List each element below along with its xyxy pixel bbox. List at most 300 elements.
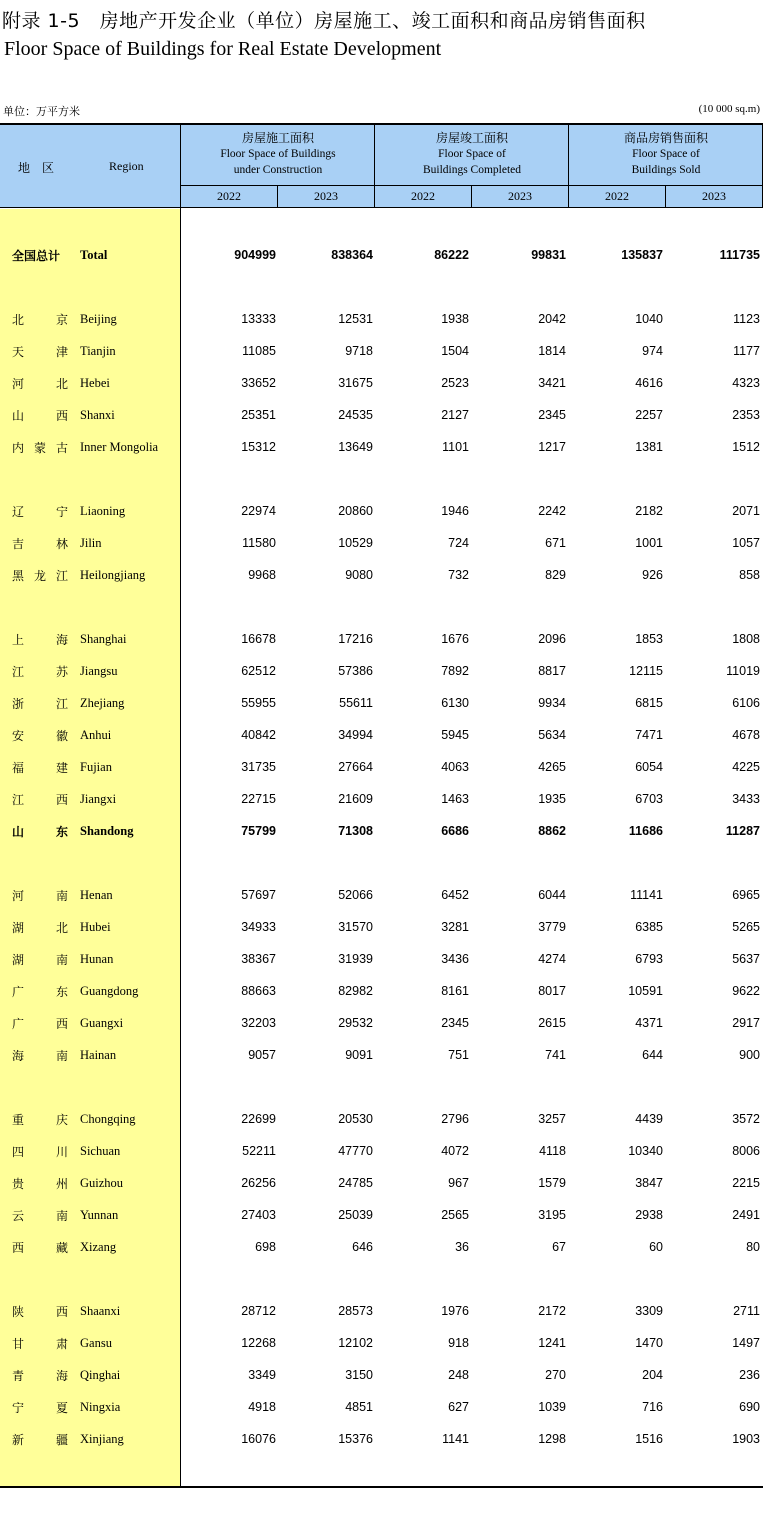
header-year: 2023: [314, 189, 338, 203]
table-cell-value: 4225: [732, 760, 760, 774]
header-year: 2022: [411, 189, 435, 203]
table-cell-value: 1177: [733, 344, 760, 358]
page-title-english: Floor Space of Buildings for Real Estate Development: [4, 38, 442, 60]
region-name-chinese: 山 西: [12, 409, 68, 423]
table-cell-value: 6686: [441, 824, 469, 838]
region-name-chinese: 西 藏: [12, 1241, 68, 1255]
region-name-chinese: 广 西: [12, 1017, 68, 1031]
header-group-en-line2: Buildings Sold: [631, 164, 701, 176]
table-cell-value: 12531: [338, 312, 373, 326]
region-name-english: Beijing: [80, 312, 117, 326]
header-group-cn: 房屋竣工面积: [435, 131, 508, 145]
table-cell-value: 5637: [732, 952, 760, 966]
table-cell-value: 2172: [538, 1304, 566, 1318]
header-bottom-rule: [0, 207, 763, 208]
table-bottom-rule: [0, 1486, 763, 1488]
table-cell-value: 7892: [441, 664, 469, 678]
table-cell-value: 2096: [538, 632, 566, 646]
region-name-chinese: 河 北: [12, 377, 68, 391]
year-row-top-line: [180, 185, 763, 186]
table-row: [0, 1143, 763, 1161]
region-name-chinese: 吉 林: [12, 537, 68, 551]
table-cell-value: 86222: [434, 248, 469, 262]
table-cell-value: 1001: [635, 536, 663, 550]
table-cell-value: 2242: [538, 504, 566, 518]
table-cell-value: 1497: [732, 1336, 760, 1350]
table-cell-value: 6054: [635, 760, 663, 774]
table-cell-value: 4439: [635, 1112, 663, 1126]
region-name-chinese: 重 庆: [12, 1113, 68, 1127]
table-cell-value: 1123: [733, 312, 760, 326]
table-cell-value: 9080: [345, 568, 373, 582]
table-cell-value: 270: [545, 1368, 566, 1382]
table-cell-value: 974: [642, 344, 663, 358]
header-group-completed: [375, 130, 569, 178]
region-name-english: Sichuan: [80, 1144, 121, 1158]
table-row: [0, 1175, 763, 1193]
table-cell-value: 2345: [441, 1016, 469, 1030]
table-cell-value: 3257: [538, 1112, 566, 1126]
table-cell-value: 20530: [338, 1112, 373, 1126]
header-group-cn: 商品房销售面积: [623, 131, 708, 145]
table-cell-value: 1938: [441, 312, 469, 326]
header-group-en-line1: Floor Space of Buildings: [220, 148, 336, 160]
table-cell-value: 11141: [630, 888, 663, 902]
table-cell-value: 918: [448, 1336, 469, 1350]
region-name-english: Ningxia: [80, 1400, 121, 1414]
region-name-english: Guizhou: [80, 1176, 124, 1190]
region-column-background: [0, 209, 180, 1486]
table-cell-value: 4616: [635, 376, 663, 390]
table-cell-value: 3309: [635, 1304, 663, 1318]
table-row: [0, 631, 763, 649]
table-cell-value: 1101: [442, 440, 469, 454]
table-cell-value: 31570: [338, 920, 373, 934]
region-name-english: Qinghai: [80, 1368, 121, 1382]
table-cell-value: 25039: [338, 1208, 373, 1222]
region-name-chinese: 辽 宁: [12, 505, 68, 519]
table-cell-value: 1298: [538, 1432, 566, 1446]
table-cell-value: 2127: [441, 408, 469, 422]
table-cell-value: 4371: [635, 1016, 663, 1030]
table-cell-value: 2491: [732, 1208, 760, 1222]
table-row: [0, 695, 763, 713]
table-cell-value: 690: [739, 1400, 760, 1414]
table-cell-value: 9718: [345, 344, 373, 358]
table-cell-value: 4323: [732, 376, 760, 390]
header-year: 2022: [217, 189, 241, 203]
region-name-chinese: 陕 西: [12, 1305, 68, 1319]
header-group-construction: [181, 130, 375, 178]
table-row: [0, 535, 763, 553]
table-cell-value: 28573: [338, 1304, 373, 1318]
table-cell-value: 671: [545, 536, 566, 550]
table-cell-value: 2711: [733, 1304, 760, 1318]
region-name-chinese: 北 京: [12, 313, 68, 327]
table-row: [0, 1399, 763, 1417]
region-name-english: Anhui: [80, 728, 112, 742]
table-cell-value: 2257: [635, 408, 663, 422]
table-cell-value: 741: [545, 1048, 566, 1062]
table-cell-value: 7471: [635, 728, 663, 742]
region-name-chinese: 贵 州: [12, 1177, 68, 1191]
table-row: [0, 1111, 763, 1129]
table-cell-value: 8006: [732, 1144, 760, 1158]
table-cell-value: 5945: [441, 728, 469, 742]
region-name-english: Xinjiang: [80, 1432, 124, 1446]
header-group-en-line2: under Construction: [233, 164, 323, 176]
table-row: [0, 759, 763, 777]
table-cell-value: 16678: [241, 632, 276, 646]
table-cell-value: 21609: [338, 792, 373, 806]
table-row: [0, 375, 763, 393]
table-cell-value: 11580: [242, 536, 276, 550]
header-year: 2022: [605, 189, 629, 203]
table-cell-value: 1040: [635, 312, 663, 326]
table-cell-value: 646: [352, 1240, 373, 1254]
region-name-chinese: 湖 北: [12, 921, 68, 935]
table-cell-value: 24535: [338, 408, 373, 422]
table-cell-value: 22974: [241, 504, 276, 518]
table-row: [0, 887, 763, 905]
region-name-chinese: 青 海: [12, 1369, 68, 1383]
header-group-cn: 房屋施工面积: [241, 131, 314, 145]
table-cell-value: 67: [552, 1240, 566, 1254]
table-cell-value: 29532: [338, 1016, 373, 1030]
table-row: [0, 791, 763, 809]
table-cell-value: 40842: [241, 728, 276, 742]
table-cell-value: 1039: [538, 1400, 566, 1414]
table-cell-value: 698: [255, 1240, 276, 1254]
table-row: [0, 1015, 763, 1033]
table-cell-value: 829: [545, 568, 566, 582]
table-cell-value: 25351: [241, 408, 276, 422]
table-cell-value: 55955: [241, 696, 276, 710]
header-region-english: Region: [109, 159, 144, 173]
table-cell-value: 4274: [538, 952, 566, 966]
table-cell-value: 724: [448, 536, 469, 550]
table-cell-value: 904999: [234, 248, 276, 262]
table-cell-value: 88663: [241, 984, 276, 998]
header-region-chinese: 地 区: [18, 161, 55, 175]
table-cell-value: 12268: [241, 1336, 276, 1350]
table-cell-value: 135837: [621, 248, 663, 262]
table-cell-value: 1512: [732, 440, 760, 454]
table-cell-value: 10591: [628, 984, 663, 998]
table-cell-value: 71308: [338, 824, 373, 838]
table-cell-value: 3433: [732, 792, 760, 806]
table-cell-value: 16076: [241, 1432, 276, 1446]
table-cell-value: 2071: [732, 504, 760, 518]
table-cell-value: 3779: [538, 920, 566, 934]
region-name-chinese: 宁 夏: [12, 1401, 68, 1415]
table-cell-value: 3421: [538, 376, 566, 390]
table-cell-value: 2182: [635, 504, 663, 518]
table-cell-value: 9091: [345, 1048, 373, 1062]
table-cell-value: 3436: [441, 952, 469, 966]
table-cell-value: 1853: [635, 632, 663, 646]
table-cell-value: 52066: [338, 888, 373, 902]
table-cell-value: 15376: [338, 1432, 373, 1446]
table-cell-value: 236: [739, 1368, 760, 1382]
table-row: [0, 1303, 763, 1321]
table-cell-value: 1057: [732, 536, 760, 550]
table-row: [0, 1239, 763, 1257]
table-row: [0, 567, 763, 585]
region-name-english: Guangdong: [80, 984, 139, 998]
region-name-chinese: 新 疆: [12, 1433, 68, 1447]
table-cell-value: 80: [746, 1240, 760, 1254]
table-row: [0, 1431, 763, 1449]
table-row: [0, 1367, 763, 1385]
table-row: [0, 343, 763, 361]
table-cell-value: 1676: [441, 632, 469, 646]
header-year: 2023: [702, 189, 726, 203]
table-cell-value: 2938: [635, 1208, 663, 1222]
region-name-english: Gansu: [80, 1336, 112, 1350]
table-cell-value: 47770: [338, 1144, 373, 1158]
table-cell-value: 838364: [331, 248, 373, 262]
table-cell-value: 4678: [732, 728, 760, 742]
table-cell-value: 9968: [248, 568, 276, 582]
table-cell-value: 10340: [628, 1144, 663, 1158]
table-row: [0, 983, 763, 1001]
table-cell-value: 11686: [628, 824, 663, 838]
table-cell-value: 12115: [629, 664, 663, 678]
table-cell-value: 1217: [538, 440, 566, 454]
table-row: [0, 439, 763, 457]
table-cell-value: 1241: [538, 1336, 566, 1350]
unit-label-english: (10 000 sq.m): [698, 103, 760, 115]
table-cell-value: 57386: [338, 664, 373, 678]
table-cell-value: 31735: [241, 760, 276, 774]
region-name-english: Fujian: [80, 760, 112, 774]
table-row: [0, 407, 763, 425]
table-cell-value: 1814: [538, 344, 566, 358]
table-cell-value: 1504: [441, 344, 469, 358]
table-cell-value: 6793: [635, 952, 663, 966]
table-cell-value: 8161: [441, 984, 469, 998]
table-cell-value: 2917: [732, 1016, 760, 1030]
table-row: [0, 247, 763, 265]
table-cell-value: 13333: [241, 312, 276, 326]
region-name-english: Jiangsu: [80, 664, 118, 678]
region-name-english: Hainan: [80, 1048, 117, 1062]
table-cell-value: 3572: [732, 1112, 760, 1126]
region-name-english: Tianjin: [80, 344, 116, 358]
header-group-sold: [569, 130, 763, 178]
table-cell-value: 38367: [241, 952, 276, 966]
region-name-chinese: 广 东: [12, 985, 68, 999]
table-cell-value: 1808: [732, 632, 760, 646]
table-cell-value: 3847: [635, 1176, 663, 1190]
table-row: [0, 1207, 763, 1225]
table-cell-value: 11287: [725, 824, 760, 838]
region-name-chinese: 江 西: [12, 793, 68, 807]
region-name-english: Shandong: [80, 824, 134, 838]
table-cell-value: 60: [649, 1240, 663, 1254]
table-top-rule: [0, 123, 763, 125]
table-cell-value: 12102: [338, 1336, 373, 1350]
region-name-chinese: 河 南: [12, 889, 68, 903]
table-cell-value: 6965: [732, 888, 760, 902]
region-name-chinese: 天 津: [12, 345, 68, 359]
table-cell-value: 967: [448, 1176, 469, 1190]
table-cell-value: 1976: [441, 1304, 469, 1318]
table-cell-value: 11019: [726, 664, 760, 678]
table-row: [0, 503, 763, 521]
table-cell-value: 24785: [338, 1176, 373, 1190]
region-name-english: Guangxi: [80, 1016, 124, 1030]
header-year: 2023: [508, 189, 532, 203]
table-row: [0, 727, 763, 745]
table-cell-value: 15312: [241, 440, 276, 454]
table-cell-value: 2523: [441, 376, 469, 390]
table-cell-value: 1935: [538, 792, 566, 806]
table-cell-value: 2042: [538, 312, 566, 326]
region-name-english: Zhejiang: [80, 696, 125, 710]
table-cell-value: 17216: [338, 632, 373, 646]
table-cell-value: 2215: [732, 1176, 760, 1190]
table-cell-value: 82982: [338, 984, 373, 998]
table-cell-value: 2615: [538, 1016, 566, 1030]
table-cell-value: 1381: [635, 440, 663, 454]
table-cell-value: 75799: [241, 824, 276, 838]
table-cell-value: 204: [642, 1368, 663, 1382]
table-cell-value: 5265: [732, 920, 760, 934]
table-row: [0, 663, 763, 681]
table-cell-value: 6106: [732, 696, 760, 710]
table-cell-value: 4072: [441, 1144, 469, 1158]
table-cell-value: 52211: [242, 1144, 276, 1158]
region-name-chinese: 海 南: [12, 1049, 68, 1063]
table-cell-value: 4118: [539, 1144, 566, 1158]
table-cell-value: 3281: [441, 920, 469, 934]
region-name-english: Chongqing: [80, 1112, 136, 1126]
table-cell-value: 2796: [441, 1112, 469, 1126]
table-cell-value: 900: [739, 1048, 760, 1062]
unit-label-chinese: 单位：万平方米: [3, 105, 80, 118]
table-cell-value: 6452: [441, 888, 469, 902]
table-cell-value: 627: [448, 1400, 469, 1414]
table-cell-value: 8017: [538, 984, 566, 998]
table-row: [0, 1335, 763, 1353]
table-cell-value: 27403: [241, 1208, 276, 1222]
region-name-chinese: 上 海: [12, 633, 68, 647]
table-row: [0, 823, 763, 841]
table-cell-value: 9934: [538, 696, 566, 710]
table-cell-value: 3150: [345, 1368, 373, 1382]
table-cell-value: 858: [739, 568, 760, 582]
header-group-en-line1: Floor Space of: [438, 148, 506, 160]
table-cell-value: 10529: [338, 536, 373, 550]
region-name-english: Jiangxi: [80, 792, 117, 806]
table-cell-value: 6044: [538, 888, 566, 902]
table-cell-value: 1516: [635, 1432, 663, 1446]
region-name-chinese: 甘 肃: [12, 1337, 68, 1351]
page-title-chinese: 附录 1-5 房地产开发企业（单位）房屋施工、竣工面积和商品房销售面积: [2, 10, 646, 32]
region-name-english: Liaoning: [80, 504, 126, 518]
header-group-en-line2: Buildings Completed: [422, 164, 522, 176]
table-cell-value: 5634: [538, 728, 566, 742]
table-cell-value: 3195: [538, 1208, 566, 1222]
table-cell-value: 248: [448, 1368, 469, 1382]
table-cell-value: 33652: [241, 376, 276, 390]
table-cell-value: 55611: [339, 696, 373, 710]
table-cell-value: 716: [642, 1400, 663, 1414]
table-cell-value: 34994: [338, 728, 373, 742]
table-cell-value: 8817: [538, 664, 566, 678]
region-name-chinese: 黑龙江: [12, 569, 68, 583]
region-name-english: Inner Mongolia: [80, 440, 159, 454]
region-name-english: Hebei: [80, 376, 110, 390]
region-name-english: Hunan: [80, 952, 114, 966]
table-cell-value: 926: [642, 568, 663, 582]
region-name-english: Yunnan: [80, 1208, 119, 1222]
region-name-english: Hubei: [80, 920, 111, 934]
table-cell-value: 34933: [241, 920, 276, 934]
table-cell-value: 1470: [635, 1336, 663, 1350]
table-cell-value: 2353: [732, 408, 760, 422]
table-row: [0, 951, 763, 969]
table-cell-value: 20860: [338, 504, 373, 518]
table-cell-value: 4063: [441, 760, 469, 774]
table-cell-value: 57697: [241, 888, 276, 902]
region-name-chinese: 安 徽: [12, 729, 68, 743]
table-cell-value: 6385: [635, 920, 663, 934]
table-cell-value: 13649: [338, 440, 373, 454]
table-cell-value: 32203: [241, 1016, 276, 1030]
table-cell-value: 4265: [538, 760, 566, 774]
table-cell-value: 2565: [441, 1208, 469, 1222]
region-name-english: Shaanxi: [80, 1304, 121, 1318]
table-cell-value: 644: [642, 1048, 663, 1062]
table-cell-value: 1141: [442, 1432, 469, 1446]
region-name-english: Heilongjiang: [80, 568, 146, 582]
table-cell-value: 111735: [719, 248, 760, 262]
table-cell-value: 1946: [441, 504, 469, 518]
region-name-english: Xizang: [80, 1240, 117, 1254]
table-cell-value: 1903: [732, 1432, 760, 1446]
region-name-chinese: 湖 南: [12, 953, 68, 967]
table-cell-value: 2345: [538, 408, 566, 422]
region-name-english: Shanghai: [80, 632, 127, 646]
table-cell-value: 26256: [241, 1176, 276, 1190]
table-row: [0, 919, 763, 937]
table-cell-value: 1579: [538, 1176, 566, 1190]
table-cell-value: 31939: [338, 952, 373, 966]
region-name-english: Jilin: [80, 536, 102, 550]
table-cell-value: 31675: [338, 376, 373, 390]
table-cell-value: 62512: [241, 664, 276, 678]
table-cell-value: 9622: [732, 984, 760, 998]
region-name-chinese: 福 建: [12, 761, 68, 775]
table-cell-value: 8862: [538, 824, 566, 838]
table-cell-value: 22715: [241, 792, 276, 806]
table-cell-value: 22699: [241, 1112, 276, 1126]
table-cell-value: 6703: [635, 792, 663, 806]
table-cell-value: 4851: [345, 1400, 373, 1414]
region-name-english: Shanxi: [80, 408, 115, 422]
table-cell-value: 6130: [441, 696, 469, 710]
table-cell-value: 99831: [531, 248, 566, 262]
region-name-english: Total: [80, 248, 108, 262]
region-name-chinese: 浙 江: [12, 697, 68, 711]
table-row: [0, 1047, 763, 1065]
table-cell-value: 3349: [248, 1368, 276, 1382]
table-cell-value: 28712: [241, 1304, 276, 1318]
table-cell-value: 11085: [242, 344, 276, 358]
